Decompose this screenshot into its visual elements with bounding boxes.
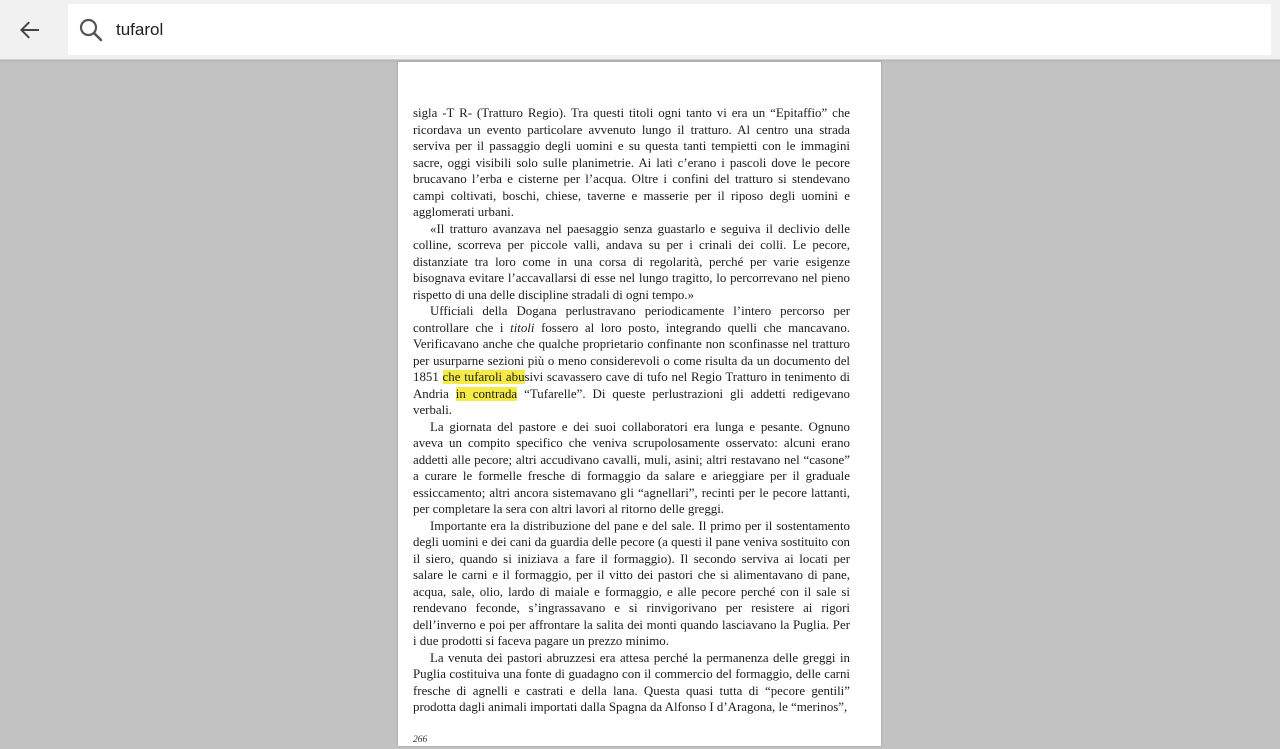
paragraph-p2 — [413, 221, 850, 304]
search-box — [68, 4, 1271, 55]
document-page — [398, 62, 881, 746]
text-run: sigla -T R- (Tratturo Regio). Tra questi titoli ogni tanto vi era un “Epitaffio” che ricordava un evento particolare avvenuto lungo il tratturo. Al centro una strada serviva per il passaggio degli uomini e su questa tanti tempietti con le immagini sacre, oggi visibili solo sulle planimetrie. Ai lati c’erano i pascoli dove le pecore brucavano l’erba e cisterne per l’acqua. Oltre i confini del tratturo si stendevano campi coltivati, boschi, chiese, taverne e masserie per il riposo degli uomini e agglomerati urbani. — [413, 106, 850, 219]
text-run: “Tufarelle”. Di queste perlustrazioni gli addetti redigevano verbali. — [413, 386, 850, 417]
page-text-body — [413, 105, 850, 716]
paragraph-p5 — [413, 518, 850, 650]
text-run: La giornata del pastore e dei suoi collaboratori era lunga e pesante. Ognuno aveva un compito specifico che veniva scrupolosamente osservato: alcuni erano addetti alle pecore; altri accudivano cavalli, muli, asini; altri restavano nel “casone” a curare le formelle fresche di formaggio da salare e arieggiare per il graduale essiccamento; altri ancora sistemavano gli “agnellari”, recinti per le pecore lattanti, per completare la sera con altri lavori al ritorno delle greggi. — [413, 419, 850, 516]
search-icon — [78, 17, 104, 43]
text-run: «Il tratturo avanzava nel paesaggio senza guastarlo e seguiva il declivio delle colline, scorreva per piccole valli, andava su per i crinali dei colli. Le pecore, distanziate tra loro come in una corsa di regolarità, perché per varie esigenze bisognava evitare l’accavallarsi di esse nel lungo tragitto, lo percorrevano nel pieno rispetto di una delle discipline stradali di ogni tempo.» — [413, 221, 850, 302]
text-run: Ufficiali della Dogana perlustravano periodicamente l’intero percorso per controllare che i — [413, 304, 850, 335]
text-run: fossero al loro posto, integrando quelli che mancavano. Verificavano anche che qualche proprietario confinante non sconfinasse nel tratturo per usurparne sezioni più o meno considerevoli o come risulta da un documento del 1851 — [413, 320, 851, 384]
paragraph-p6 — [413, 650, 850, 716]
back-button[interactable] — [8, 8, 52, 52]
search-input[interactable] — [116, 14, 1236, 45]
search-match-highlight: in contrada — [455, 386, 518, 401]
search-match-highlight: che tufaroli abu — [442, 370, 525, 384]
text-run: La venuta dei pastori abruzzesi era attesa perché la permanenza delle greggi in Puglia costituiva una fonte di guadagno con il commercio del formaggio, delle carni fresche di agnelli e castrati e della lana. Questa quasi tutta di “pecore gentili” prodotta dagli animali importati dalla Spagna da Alfonso I d’Aragona, le “merinos”, — [413, 650, 850, 714]
italic-term: titoli — [510, 320, 535, 335]
search-toolbar — [0, 0, 1280, 60]
page-number: 266 — [413, 735, 428, 745]
arrow-left-icon — [18, 18, 42, 42]
paragraph-p4 — [413, 419, 850, 518]
text-run: Importante era la distribuzione del pane e del sale. Il primo per il sostentamento degli uomini e dei cani da guardia delle pecore (a questi il pane veniva sostituito con il siero, quando si iniziava a fare il formaggio). Il secondo serviva ai locati per salare le carni e il formaggio, per il vitto dei pastori che si alimentavano di pane, acqua, sale, olio, lardo di maiale e formaggio, e alle pecore perché con il sale si rendevano feconde, s’ingrassavano e si rinvigorivano per resistere ai rigori dell’inverno e poi per affrontare la salita dei monti quando lasciavano la Puglia. Per i due prodotti si faceva pagare un prezzo minimo. — [413, 518, 850, 648]
text-run: sivi scavassero cave di tufo nel Regio Tratturo in tenimento di Andria — [413, 370, 851, 401]
paragraph-p1 — [413, 105, 850, 221]
paragraph-p3 — [413, 303, 850, 419]
